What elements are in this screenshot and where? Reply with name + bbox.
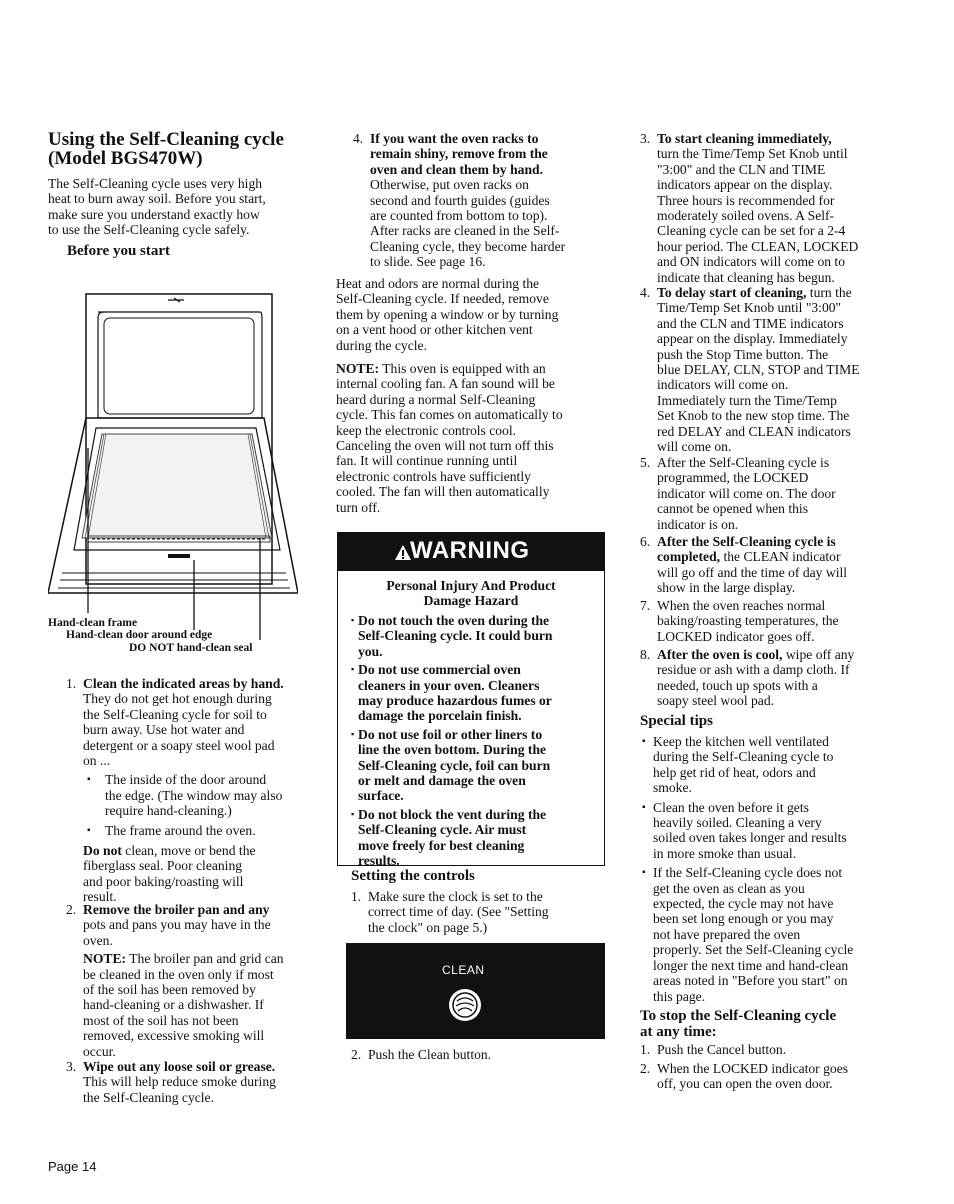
bullet-frame: ▪ The frame around the oven. <box>83 823 326 838</box>
step-4: 4. If you want the oven racks to remain shiny, remove from the oven and clean them by hand. Otherwise, put oven racks on second and fourth guides (guides are counted from bottom to top). After racks are cleaned in the Self- Cleaning cycle, they become harder to slide. See page 16. <box>353 131 566 270</box>
title-line: Using the Self-Cleaning cycle <box>48 129 284 150</box>
label-hand-clean-frame: Hand-clean frame <box>48 617 138 629</box>
step-right-5: 5. After the Self-Cleaning cycle is programmed, the LOCKED indicator will come on. The door cannot be opened when this indicator is on. <box>640 455 836 532</box>
note-fan: NOTE: This oven is equipped with an internal cooling fan. A fan sound will be heard during a normal Self-Cleaning cycle. This fan comes on automatically to keep the electronic controls cool. Canceling the oven will not turn off this fan. It will continue running until electronic controls have sufficiently cooled. The fan will then automatically turn off. <box>336 361 563 515</box>
intro-paragraph: The Self-Cleaning cycle uses very high heat to burn away soil. Before you start, make sure you understand exactly how to use the Self-Cleaning cycle safely. <box>48 176 266 238</box>
note-broiler: NOTE: The broiler pan and grid can be cleaned in the oven only if most of the soil has been removed by hand-cleaning or a dishwasher. If most of the soil has not been removed, excessive smoking will occur. <box>83 951 284 1059</box>
step-right-4: 4. To delay start of cleaning, turn the Time/Temp Set Knob until "3:00" and the CLN and TIME indicators appear on the display. Immediately push the Stop Time button. The blue DELAY, CLN, STOP and TIME indicators will come on. Immediately turn the Time/Temp Set Knob to the new stop time. The red DELAY and CLEAN indicators will come on. <box>640 285 860 455</box>
special-tip: ▪ Clean the oven before it gets heavily soiled. Cleaning a very soiled oven takes longer and results in more smoke than usual. <box>638 800 894 862</box>
clean-control-panel <box>346 943 605 1039</box>
step-right-3: 3. To start cleaning immediately, turn the Time/Temp Set Knob until "3:00" and the CLN and TIME indicators appear on the display. Three hours is recommended for moderately soiled ovens. A Self- Cleaning cycle can be set for a 2-4 hour period. The CLEAN, LOCKED and ON indicators will come on to indicate that cleaning has begun. <box>640 131 859 285</box>
page-title <box>48 130 328 168</box>
do-not-paragraph: Do not clean, move or bend the fiberglass seal. Poor cleaning and poor baking/roasting will result. <box>83 843 256 905</box>
warning-title: WARNING <box>410 537 530 564</box>
setting-step-2: 2. Push the Clean button. <box>351 1047 492 1062</box>
page-number: Page 14 <box>48 1159 97 1174</box>
clean-button-icon[interactable] <box>447 987 483 1023</box>
heat-odors-paragraph: Heat and odors are normal during the Self-Cleaning cycle. If needed, remove them by opening a window or by turning on a vent hood or other kitchen vent during the cycle. <box>336 276 559 353</box>
step-1: 1. Clean the indicated areas by hand. They do not get hot enough during the Self-Cleaning cycle for soil to burn away. Use hot water and detergent or a soapy steel wool pad on ... ▪ The inside of the door around the edge. (The window may also require hand-cleaning.) ▪ The frame around the oven. Do not clean, move or bend the fiberglass seal. Poor cleaning and poor baking/roasting will result. <box>66 676 326 905</box>
warning-banner <box>338 533 604 571</box>
warning-item: ▪ Do not use foil or other liners to line the oven bottom. During the Self-Cleaning cycle, foil can burn or melt and damage the oven surface. <box>351 727 601 804</box>
warning-item: ▪ Do not touch the oven during the Self-Cleaning cycle. It could burn you. <box>351 613 601 659</box>
warning-subtitle: Personal Injury And Product Damage Hazard <box>386 578 556 609</box>
oven-illustration <box>48 288 298 653</box>
step-3: 3. Wipe out any loose soil or grease. This will help reduce smoke during the Self-Cleaning cycle. <box>66 1059 276 1105</box>
clean-label: CLEAN <box>442 963 485 977</box>
warning-item: ▪ Do not block the vent during the Self-Cleaning cycle. Air must move freely for best cleaning results. <box>351 807 601 869</box>
bullet-door-edge: ▪ The inside of the door around the edge. (The window may also require hand-cleaning.) <box>83 772 326 818</box>
setting-step-1: 1. Make sure the clock is set to the correct time of day. (See "Setting the clock" on page 5.) <box>351 889 549 935</box>
label-door-edge: Hand-clean door around edge <box>66 629 213 641</box>
stop-step-2: 2. When the LOCKED indicator goes off, you can open the oven door. <box>640 1061 849 1092</box>
step-right-8: 8. After the oven is cool, wipe off any residue or ash with a damp cloth. If needed, touch up spots with a soapy steel wool pad. <box>640 647 855 709</box>
step-right-7: 7. When the oven reaches normal baking/roasting temperatures, the LOCKED indicator goes off. <box>640 598 839 644</box>
special-tips-list <box>638 734 894 1004</box>
step-right-6: 6. After the Self-Cleaning cycle is completed, the CLEAN indicator will go off and the time of day will show in the large display. <box>640 534 848 596</box>
special-tips-heading: Special tips <box>640 713 713 729</box>
step-2: 2. Remove the broiler pan and any pots and pans you may have in the oven. NOTE: The broiler pan and grid can be cleaned in the oven only if most of the soil has been removed by hand-cleaning or a dishwasher. If most of the soil has not been removed, excessive smoking will occur. <box>66 902 326 1059</box>
special-tip: ▪ Keep the kitchen well ventilated during the Self-Cleaning cycle to help get rid of heat, odors and smoke. <box>638 734 894 796</box>
title-line: (Model BGS470W) <box>48 148 203 169</box>
warning-list <box>351 613 601 869</box>
warning-item: ▪ Do not use commercial oven cleaners in your oven. Cleaners may produce hazardous fumes or damage the porcelain finish. <box>351 662 601 724</box>
label-seal: DO NOT hand-clean seal <box>129 642 253 654</box>
setting-controls-heading: Setting the controls <box>351 868 475 884</box>
before-you-start-heading: Before you start <box>67 243 171 259</box>
stop-cycle-heading: To stop the Self-Cleaning cycle at any time: <box>640 1008 837 1040</box>
stop-step-1: 1. Push the Cancel button. <box>640 1042 787 1057</box>
special-tip: ▪ If the Self-Cleaning cycle does not get the oven as clean as you expected, the cycle may not have been set long enough or you may not have prepared the oven properly. Set the Self-Cleaning cycle longer the next time and hand-clean areas noted in "Before you start" on this page. <box>638 865 894 1004</box>
warning-box <box>337 532 605 869</box>
